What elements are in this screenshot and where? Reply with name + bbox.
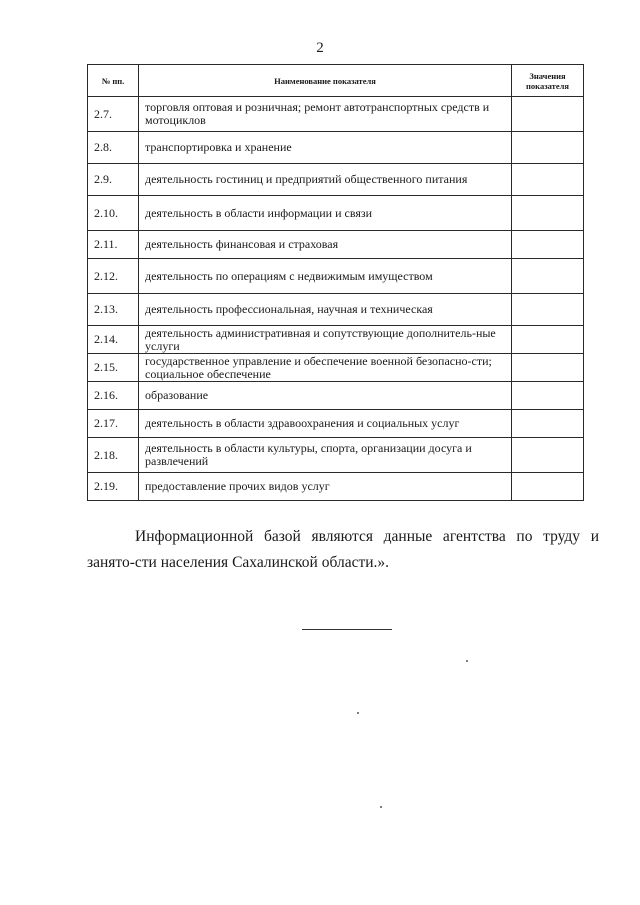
row-value bbox=[512, 326, 584, 354]
row-name: деятельность финансовая и страховая bbox=[139, 231, 512, 259]
row-num: 2.13. bbox=[88, 294, 139, 326]
scan-speck bbox=[357, 712, 359, 714]
row-num: 2.9. bbox=[88, 164, 139, 196]
row-num: 2.12. bbox=[88, 259, 139, 294]
row-name: деятельность в области здравоохранения и социальных услуг bbox=[139, 410, 512, 438]
row-name: деятельность профессиональная, научная и техническая bbox=[139, 294, 512, 326]
row-name: деятельность в области культуры, спорта, организации досуга и развлечений bbox=[139, 438, 512, 473]
row-name: образование bbox=[139, 382, 512, 410]
row-value bbox=[512, 231, 584, 259]
table-row bbox=[88, 259, 584, 294]
row-value bbox=[512, 410, 584, 438]
row-num: 2.8. bbox=[88, 132, 139, 164]
row-num: 2.7. bbox=[88, 97, 139, 132]
row-value bbox=[512, 382, 584, 410]
row-name: деятельность административная и сопутствующие дополнитель-ные услуги bbox=[139, 326, 512, 354]
table-row bbox=[88, 164, 584, 196]
row-value bbox=[512, 164, 584, 196]
table-row bbox=[88, 97, 584, 132]
row-value bbox=[512, 196, 584, 231]
header-name: Наименование показателя bbox=[139, 65, 512, 97]
row-num: 2.11. bbox=[88, 231, 139, 259]
row-value bbox=[512, 294, 584, 326]
row-name: государственное управление и обеспечение военной безопасно-сти; социальное обеспечение bbox=[139, 354, 512, 382]
scan-speck bbox=[466, 660, 468, 662]
row-name: деятельность гостиниц и предприятий общественного питания bbox=[139, 164, 512, 196]
row-name: деятельность по операциям с недвижимым имуществом bbox=[139, 259, 512, 294]
row-num: 2.19. bbox=[88, 473, 139, 501]
table-row bbox=[88, 294, 584, 326]
header-num: № пп. bbox=[88, 65, 139, 97]
row-name: деятельность в области информации и связи bbox=[139, 196, 512, 231]
table-row bbox=[88, 196, 584, 231]
row-value bbox=[512, 97, 584, 132]
table-row bbox=[88, 132, 584, 164]
scan-speck bbox=[380, 806, 382, 808]
indicators-table bbox=[87, 64, 584, 501]
table-row bbox=[88, 354, 584, 382]
row-value bbox=[512, 259, 584, 294]
table-row bbox=[88, 410, 584, 438]
row-name: транспортировка и хранение bbox=[139, 132, 512, 164]
row-num: 2.16. bbox=[88, 382, 139, 410]
row-value bbox=[512, 438, 584, 473]
row-num: 2.17. bbox=[88, 410, 139, 438]
row-num: 2.18. bbox=[88, 438, 139, 473]
row-num: 2.14. bbox=[88, 326, 139, 354]
row-name: торговля оптовая и розничная; ремонт автотранспортных средств и мотоциклов bbox=[139, 97, 512, 132]
row-num: 2.15. bbox=[88, 354, 139, 382]
table-row bbox=[88, 231, 584, 259]
table-row bbox=[88, 438, 584, 473]
information-base-paragraph: Информационной базой являются данные агентства по труду и занято-сти населения Сахалинской области.». bbox=[87, 528, 599, 571]
header-value: Значения показателя bbox=[512, 65, 584, 97]
row-value bbox=[512, 473, 584, 501]
row-value bbox=[512, 354, 584, 382]
row-name: предоставление прочих видов услуг bbox=[139, 473, 512, 501]
separator-line bbox=[302, 629, 392, 630]
page-number: 2 bbox=[316, 40, 324, 56]
table-row bbox=[88, 326, 584, 354]
row-value bbox=[512, 132, 584, 164]
table-row bbox=[88, 473, 584, 501]
row-num: 2.10. bbox=[88, 196, 139, 231]
table-row bbox=[88, 382, 584, 410]
